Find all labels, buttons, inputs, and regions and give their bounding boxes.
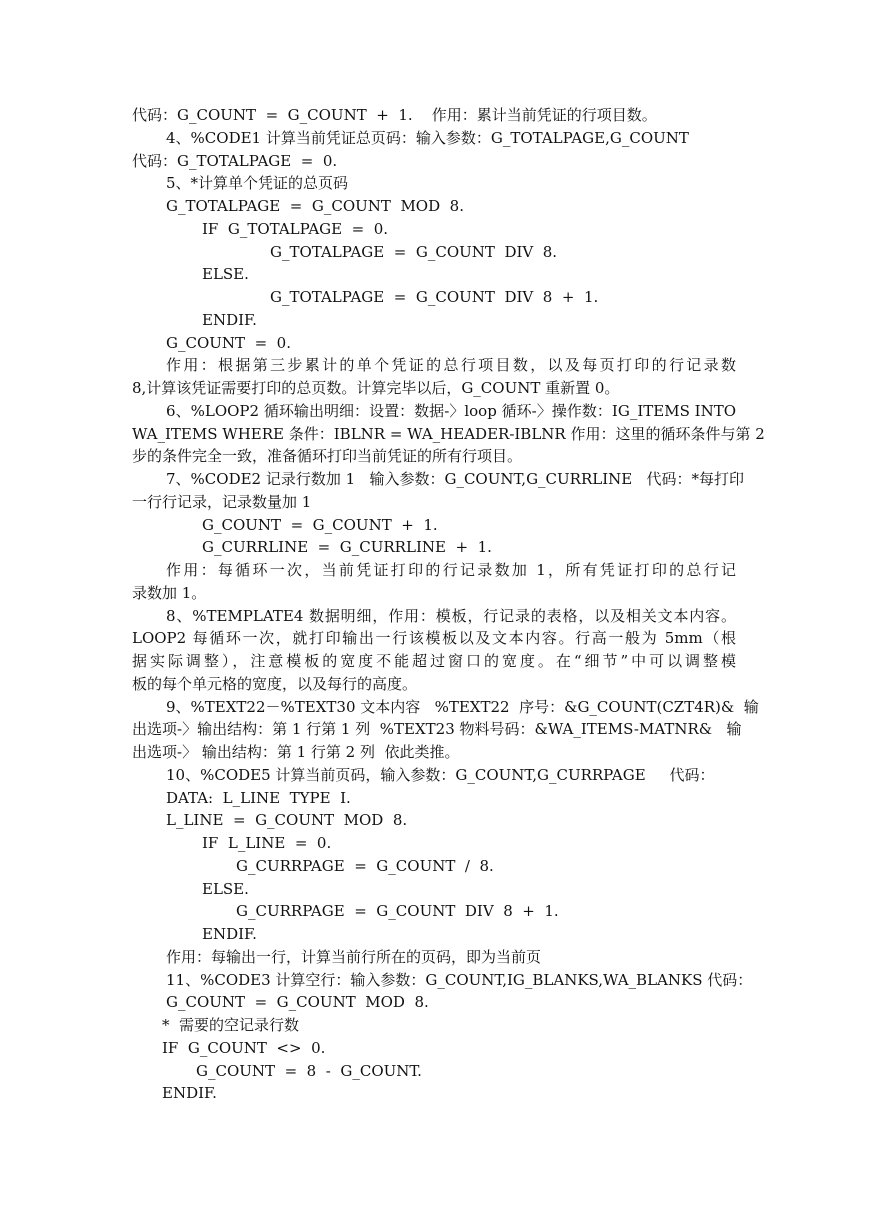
- code-line: G_COUNT = G_COUNT + 1.: [202, 516, 438, 534]
- text-line: 步的条件完全一致，准备循环打印当前凭证的所有行项目。: [132, 447, 523, 465]
- text-line: 一行行记录，记录数量加 1: [132, 493, 312, 511]
- text-line: 代码：G_TOTALPAGE = 0.: [132, 152, 338, 170]
- text-line: 代码：G_COUNT = G_COUNT + 1. 作用：累计当前凭证的行项目数。: [132, 106, 657, 124]
- code-line: IF G_COUNT <> 0.: [162, 1039, 326, 1057]
- text-line: 板的每个单元格的宽度，以及每行的高度。: [132, 675, 418, 693]
- text-line: 8、%TEMPLATE4 数据明细，作用：模板，行记录的表格，以及相关文本内容。: [166, 607, 736, 625]
- code-line: G_TOTALPAGE = G_COUNT MOD 8.: [166, 197, 464, 215]
- text-line: 9、%TEXT22－%TEXT30 文本内容 %TEXT22 序号：&G_COUNT(CZT4R)& 输: [166, 698, 759, 716]
- text-line: 出选项-〉输出结构：第 1 行第 1 列 %TEXT23 物料号码：&WA_ITEMS-MATNR& 输: [132, 720, 742, 738]
- code-line: ENDIF.: [202, 925, 257, 943]
- text-line: 作用：根据第三步累计的单个凭证的总行项目数，以及每页打印的行记录数: [166, 356, 736, 374]
- code-line: G_COUNT = 0.: [166, 334, 291, 352]
- text-line: 出选项-〉 输出结构：第 1 行第 2 列 依此类推。: [132, 743, 460, 761]
- code-line: G_COUNT = G_COUNT MOD 8.: [166, 993, 429, 1011]
- text-line: 作用：每循环一次，当前凭证打印的行记录数加 1，所有凭证打印的总行记: [166, 561, 736, 579]
- text-line: 4、%CODE1 计算当前凭证总页码：输入参数：G_TOTALPAGE,G_COUNT: [166, 129, 689, 147]
- code-line: * 需要的空记录行数: [162, 1016, 300, 1034]
- code-line: ENDIF.: [162, 1084, 217, 1102]
- code-line: G_CURRPAGE = G_COUNT DIV 8 + 1.: [236, 902, 559, 920]
- code-line: G_TOTALPAGE = G_COUNT DIV 8 + 1.: [270, 288, 599, 306]
- text-line: 6、%LOOP2 循环输出明细：设置：数据-〉loop 循环-〉操作数：IG_ITEMS INTO: [166, 402, 736, 420]
- text-line: 作用：每输出一行，计算当前行所在的页码，即为当前页: [166, 948, 542, 966]
- code-line: IF G_TOTALPAGE = 0.: [202, 220, 389, 238]
- text-line: 10、%CODE5 计算当前页码，输入参数：G_COUNT,G_CURRPAGE 代码：: [166, 766, 715, 784]
- code-line: G_CURRPAGE = G_COUNT / 8.: [236, 857, 494, 875]
- text-line: 录数加 1。: [132, 584, 207, 602]
- text-line: 7、%CODE2 记录行数加 1 输入参数：G_COUNT,G_CURRLINE 代码：*每打印: [166, 470, 745, 488]
- code-line: G_CURRLINE = G_CURRLINE + 1.: [202, 538, 492, 556]
- code-line: ELSE.: [202, 880, 249, 898]
- code-line: IF L_LINE = 0.: [202, 834, 332, 852]
- text-line: 据实际调整），注意模板的宽度不能超过窗口的宽度。在“细节”中可以调整模: [132, 652, 736, 670]
- text-line: WA_ITEMS WHERE 条件：IBLNR = WA_HEADER-IBLNR 作用：这里的循环条件与第 2: [132, 425, 765, 443]
- text-line: 11、%CODE3 计算空行：输入参数：G_COUNT,IG_BLANKS,WA_BLANKS 代码：: [166, 971, 753, 989]
- code-line: ELSE.: [202, 265, 249, 283]
- code-line: L_LINE = G_COUNT MOD 8.: [166, 811, 408, 829]
- code-line: DATA: L_LINE TYPE I.: [166, 789, 351, 807]
- text-line: 5、*计算单个凭证的总页码: [166, 174, 349, 192]
- code-line: G_TOTALPAGE = G_COUNT DIV 8.: [270, 243, 558, 261]
- text-line: LOOP2 每循环一次，就打印输出一行该模板以及文本内容。行高一般为 5mm（根: [132, 629, 736, 647]
- code-line: ENDIF.: [202, 311, 257, 329]
- code-line: G_COUNT = 8 - G_COUNT.: [196, 1062, 422, 1080]
- text-line: 8,计算该凭证需要打印的总页数。计算完毕以后，G_COUNT 重新置 0。: [132, 379, 620, 397]
